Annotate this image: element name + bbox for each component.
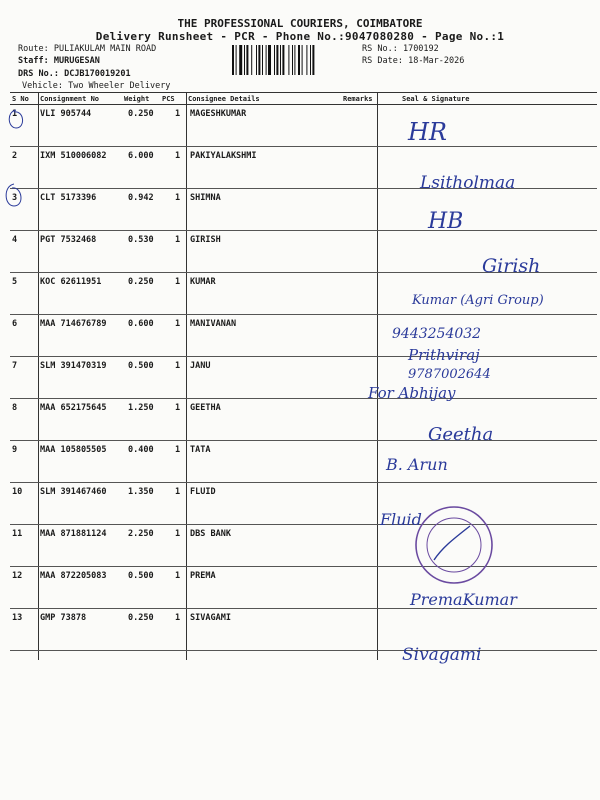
sno-circle-mark: [9, 110, 22, 128]
row-consignment-no: MAA 872205083: [40, 571, 107, 581]
signature-row-4: Girish: [482, 255, 541, 277]
row-consignment-no: SLM 391467460: [40, 487, 107, 497]
sno-circle-mark: [6, 184, 21, 206]
signature-row-1: HR: [408, 118, 447, 146]
signature-row-3: HB: [428, 209, 464, 234]
route-value: PULIAKULAM MAIN ROAD: [53, 44, 157, 54]
row-consignment-no: CLT 5173396: [40, 193, 97, 203]
signature-row-8: Geetha: [428, 424, 494, 445]
row-consignee: MAGESHKUMAR: [190, 109, 247, 119]
runsheet-subtitle: Delivery Runsheet - PCR - Phone No.:9047080280 - Page No.:1: [95, 30, 505, 43]
row-sno: 4: [12, 235, 18, 245]
row-consignee: JANU: [190, 361, 211, 371]
row-weight: 1.350: [128, 487, 154, 497]
row-sno: 11: [12, 529, 23, 539]
row-consignee: MANIVANAN: [190, 319, 237, 329]
signature-row-5: Kumar (Agri Group): [412, 293, 544, 308]
row-sno: 7: [12, 361, 18, 371]
row-consignee: GEETHA: [190, 403, 221, 413]
staff-value: MURUGESAN: [53, 56, 100, 66]
col-weight: Weight: [124, 95, 150, 103]
row-pcs: 1: [175, 109, 181, 119]
row-consignment-no: SLM 391470319: [40, 361, 107, 371]
rs-date-label: RS Date:: [362, 56, 403, 66]
col-consignee: Consignee Details: [188, 95, 260, 103]
signature-row-6: Prithviraj: [408, 346, 480, 364]
row-pcs: 1: [175, 235, 181, 245]
row-pcs: 1: [175, 193, 181, 203]
row-pcs: 1: [175, 613, 181, 623]
drs-value: DCJB170019201: [64, 69, 131, 79]
row-weight: 0.250: [128, 277, 154, 287]
row-sno: 10: [12, 487, 23, 497]
row-weight: 6.000: [128, 151, 154, 161]
row-pcs: 1: [175, 571, 181, 581]
row-consignee: SHIMNA: [190, 193, 221, 203]
row-consignment-no: KOC 62611951: [40, 277, 102, 287]
row-weight: 1.250: [128, 403, 154, 413]
signature-row-9: B. Arun: [386, 455, 448, 474]
row-consignment-no: MAA 105805505: [40, 445, 107, 455]
row-consignee: GIRISH: [190, 235, 221, 245]
col-sno: S No: [12, 95, 29, 103]
row-pcs: 1: [175, 445, 181, 455]
signature-row-2: Lsitholmaa: [420, 173, 516, 193]
row-sno: 8: [12, 403, 18, 413]
row-weight: 0.400: [128, 445, 154, 455]
row-weight: 0.942: [128, 193, 154, 203]
signature-row-7: For Abhijay: [368, 384, 456, 402]
row-sno: 6: [12, 319, 18, 329]
row-sno: 2: [12, 151, 18, 161]
drs-label: DRS No.:: [18, 69, 59, 79]
company-seal-stamp: [416, 507, 492, 583]
row-weight: 0.250: [128, 109, 154, 119]
row-pcs: 1: [175, 403, 181, 413]
row-weight: 0.250: [128, 613, 154, 623]
row-pcs: 1: [175, 361, 181, 371]
signature-row-7-phone: 9787002644: [408, 367, 491, 382]
signature-row-13: Sivagami: [402, 645, 482, 665]
row-consignee: PAKIYALAKSHMI: [190, 151, 257, 161]
row-weight: 0.530: [128, 235, 154, 245]
row-weight: 0.500: [128, 571, 154, 581]
vehicle-value: Two Wheeler Delivery: [68, 81, 171, 91]
col-pcs: PCS: [162, 95, 175, 103]
rs-no-label: RS No.:: [362, 44, 398, 54]
row-consignment-no: MAA 652175645: [40, 403, 107, 413]
row-sno: 1: [12, 109, 18, 119]
row-consignment-no: PGT 7532468: [40, 235, 97, 245]
signature-row-12: PremaKumar: [410, 590, 517, 609]
row-consignment-no: VLI 905744: [40, 109, 92, 119]
signature-row-6-phone: 9443254032: [392, 326, 482, 342]
row-consignee: PREMA: [190, 571, 216, 581]
row-pcs: 1: [175, 319, 181, 329]
row-consignment-no: IXM 510006082: [40, 151, 107, 161]
row-weight: 0.600: [128, 319, 154, 329]
row-weight: 2.250: [128, 529, 154, 539]
row-consignee: SIVAGAMI: [190, 613, 231, 623]
col-consignment: Consignment No: [40, 95, 100, 103]
row-consignment-no: GMP 73878: [40, 613, 87, 623]
runsheet-title: THE PROFESSIONAL COURIERS, COIMBATORE: [177, 17, 423, 30]
row-consignee: TATA: [190, 445, 211, 455]
row-consignee: FLUID: [190, 487, 216, 497]
row-sno: 3: [12, 193, 18, 203]
row-pcs: 1: [175, 151, 181, 161]
row-consignee: DBS BANK: [190, 529, 231, 539]
row-sno: 5: [12, 277, 18, 287]
col-remarks: Remarks: [343, 95, 373, 103]
col-seal-signature: Seal & Signature: [402, 95, 470, 103]
row-weight: 0.500: [128, 361, 154, 371]
rs-no-value: 1700192: [402, 44, 439, 54]
vehicle-label: Vehicle:: [22, 81, 63, 91]
row-pcs: 1: [175, 529, 181, 539]
row-consignee: KUMAR: [190, 277, 216, 287]
staff-label: Staff:: [18, 56, 49, 66]
route-label: Route:: [18, 44, 49, 54]
row-sno: 13: [12, 613, 23, 623]
row-sno: 12: [12, 571, 23, 581]
row-sno: 9: [12, 445, 18, 455]
row-pcs: 1: [175, 277, 181, 287]
signature-row-10: Fluid: [380, 510, 422, 529]
rs-date-value: 18-Mar-2026: [408, 56, 465, 66]
row-consignment-no: MAA 871881124: [40, 529, 107, 539]
row-consignment-no: MAA 714676789: [40, 319, 107, 329]
row-pcs: 1: [175, 487, 181, 497]
